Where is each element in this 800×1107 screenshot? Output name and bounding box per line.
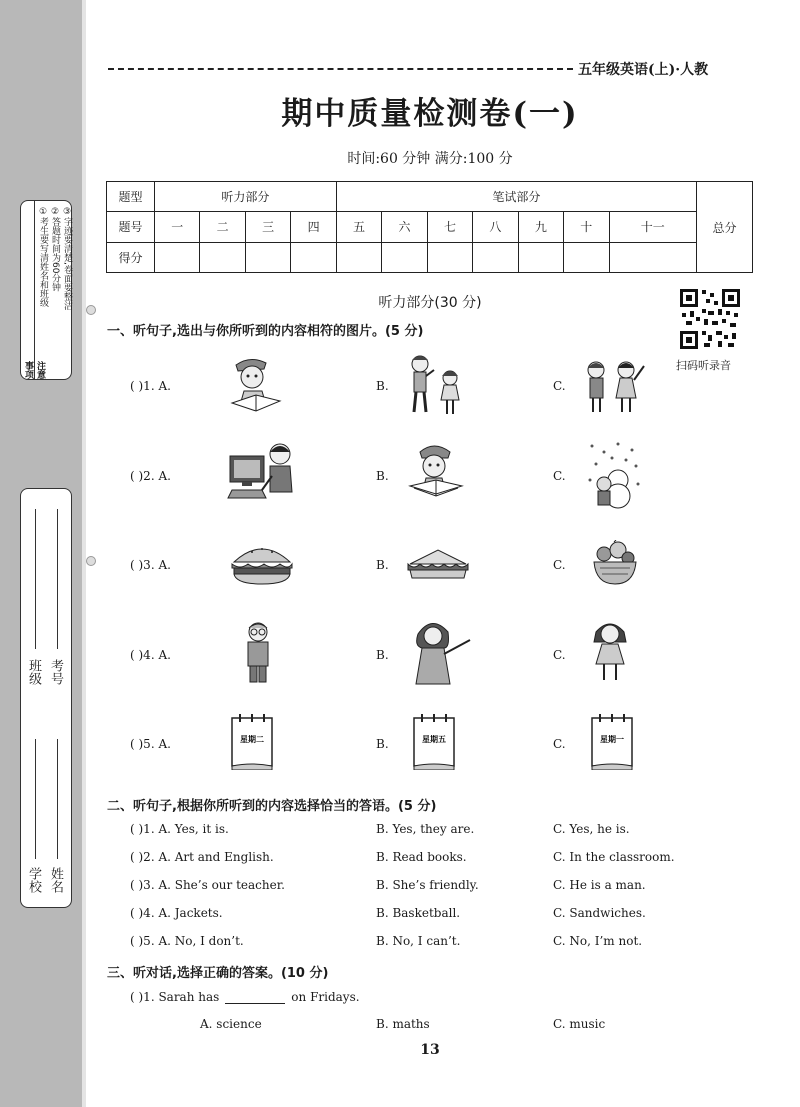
- question-option-a: ( )5. A. No, I don’t.: [130, 934, 244, 948]
- children-waving-icon: [582, 356, 652, 416]
- score-table-header: 题型: [107, 182, 155, 212]
- answer-option-c: C. music: [553, 1017, 606, 1031]
- name-label: 姓名: [48, 867, 63, 893]
- question-option-b: B. Read books.: [376, 850, 467, 864]
- question-number: 十一: [609, 212, 696, 242]
- school-line[interactable]: [35, 739, 36, 859]
- question-number: 八: [473, 212, 518, 242]
- question-text: ( )1. Sarah has: [130, 990, 220, 1004]
- section1-heading: 一、听句子,选出与你所听到的内容相符的图片。(5 分): [107, 324, 424, 339]
- calendar-day-text: 星期五: [422, 735, 446, 744]
- answer-blank[interactable]: [225, 992, 285, 1004]
- question-option-b: B. No, I can’t.: [376, 934, 461, 948]
- calendar-day-text: 星期二: [240, 735, 264, 744]
- question-option-a: ( )2. A. Art and English.: [130, 850, 274, 864]
- score-cell[interactable]: [382, 242, 427, 272]
- notes-box: [20, 200, 72, 380]
- question-number: ( )2. A.: [130, 469, 171, 483]
- option-b-label: B.: [376, 737, 389, 751]
- question-option-c: C. He is a man.: [553, 878, 646, 892]
- question-option-a: ( )1. A. Yes, it is.: [130, 822, 229, 836]
- class-line[interactable]: [35, 509, 36, 649]
- score-cell[interactable]: [200, 242, 245, 272]
- header-dash-line: [108, 68, 573, 70]
- option-c-label: C.: [553, 469, 566, 483]
- question-number: ( )4. A.: [130, 648, 171, 662]
- score-cell[interactable]: [155, 242, 200, 272]
- question-number: ( )5. A.: [130, 737, 171, 751]
- grade-label: 五年级英语(上)·人教: [578, 62, 709, 78]
- option-c-label: C.: [553, 379, 566, 393]
- snowman-in-snow-icon: [584, 440, 644, 510]
- question-number: 四: [291, 212, 336, 242]
- option-c-label: C.: [553, 648, 566, 662]
- question-option-b: B. Yes, they are.: [376, 822, 475, 836]
- sandwich-icon: [406, 546, 470, 582]
- female-teacher-icon: [410, 618, 474, 688]
- score-table-header: 总分: [697, 182, 753, 273]
- score-cell[interactable]: [564, 242, 609, 272]
- score-table-header: 笔试部分: [336, 182, 696, 212]
- score-table-row-label: 得分: [107, 242, 155, 272]
- option-c-label: C.: [553, 737, 566, 751]
- student-info-box: [20, 488, 72, 908]
- score-cell[interactable]: [609, 242, 696, 272]
- option-b-label: B.: [376, 558, 389, 572]
- calendar-icon: [588, 712, 636, 770]
- school-label: 学校: [26, 867, 41, 893]
- notes-title: 注意事项: [23, 361, 45, 379]
- calendar-day-text: 星期一: [600, 735, 624, 744]
- boy-and-girl-icon: [402, 352, 468, 418]
- binding-hole: [86, 556, 96, 566]
- question-number: 七: [427, 212, 472, 242]
- boy-reading-book-icon: [228, 355, 284, 419]
- question-number: 十: [564, 212, 609, 242]
- name-line[interactable]: [57, 739, 58, 859]
- score-table-row-label: 题号: [107, 212, 155, 242]
- qr-code-icon[interactable]: [678, 287, 742, 351]
- answer-option-b: B. maths: [376, 1017, 430, 1031]
- boy-at-computer-icon: [226, 440, 296, 506]
- question-number: 五: [336, 212, 381, 242]
- old-man-icon: [240, 620, 276, 686]
- option-b-label: B.: [376, 469, 389, 483]
- question-option-b: B. She’s friendly.: [376, 878, 479, 892]
- qr-label: 扫码听录音: [676, 359, 731, 372]
- question-option-c: C. Yes, he is.: [553, 822, 630, 836]
- page-number: 13: [420, 1042, 440, 1058]
- score-cell[interactable]: [336, 242, 381, 272]
- question-number: 六: [382, 212, 427, 242]
- exam-number-label: 考号: [48, 659, 63, 685]
- score-cell[interactable]: [291, 242, 336, 272]
- young-girl-icon: [590, 618, 630, 684]
- section2-heading: 二、听句子,根据你所听到的内容选择恰当的答语。(5 分): [107, 799, 437, 814]
- question-option-b: B. Basketball.: [376, 906, 461, 920]
- score-table: [106, 181, 753, 273]
- page-title: 期中质量检测卷(一): [281, 96, 579, 132]
- question-option-a: ( )3. A. She’s our teacher.: [130, 878, 285, 892]
- option-c-label: C.: [553, 558, 566, 572]
- calendar-icon: [228, 712, 276, 770]
- section3-question-1: [130, 990, 360, 1004]
- answer-option-a: A. science: [200, 1017, 262, 1031]
- note-2: ②答题时间为60分钟: [50, 207, 60, 292]
- question-text: on Fridays.: [291, 990, 360, 1004]
- class-label: 班级: [26, 659, 41, 685]
- question-option-c: C. Sandwiches.: [553, 906, 646, 920]
- score-cell[interactable]: [245, 242, 290, 272]
- question-number: 一: [155, 212, 200, 242]
- question-number: 二: [200, 212, 245, 242]
- note-3: ③字迹要清楚,卷面要整洁: [62, 207, 72, 310]
- question-option-a: ( )4. A. Jackets.: [130, 906, 223, 920]
- calendar-icon: [410, 712, 458, 770]
- fruit-bowl-icon: [590, 540, 640, 588]
- score-table-header: 听力部分: [155, 182, 337, 212]
- boy-with-book-icon: [404, 442, 468, 506]
- note-1: ①考生要写清姓名和班级: [38, 207, 48, 307]
- question-number: 九: [518, 212, 563, 242]
- score-cell[interactable]: [518, 242, 563, 272]
- score-cell[interactable]: [427, 242, 472, 272]
- question-number: ( )1. A.: [130, 379, 171, 393]
- option-b-label: B.: [376, 648, 389, 662]
- question-option-c: C. No, I’m not.: [553, 934, 643, 948]
- score-cell[interactable]: [473, 242, 518, 272]
- section3-heading: 三、听对话,选择正确的答案。(10 分): [107, 966, 329, 981]
- time-and-score: 时间:60 分钟 满分:100 分: [347, 151, 513, 167]
- hamburger-icon: [230, 542, 294, 586]
- exam-number-line[interactable]: [57, 509, 58, 649]
- listening-part-title: 听力部分(30 分): [378, 295, 482, 311]
- question-number: ( )3. A.: [130, 558, 171, 572]
- question-number: 三: [245, 212, 290, 242]
- question-option-c: C. In the classroom.: [553, 850, 675, 864]
- option-b-label: B.: [376, 379, 389, 393]
